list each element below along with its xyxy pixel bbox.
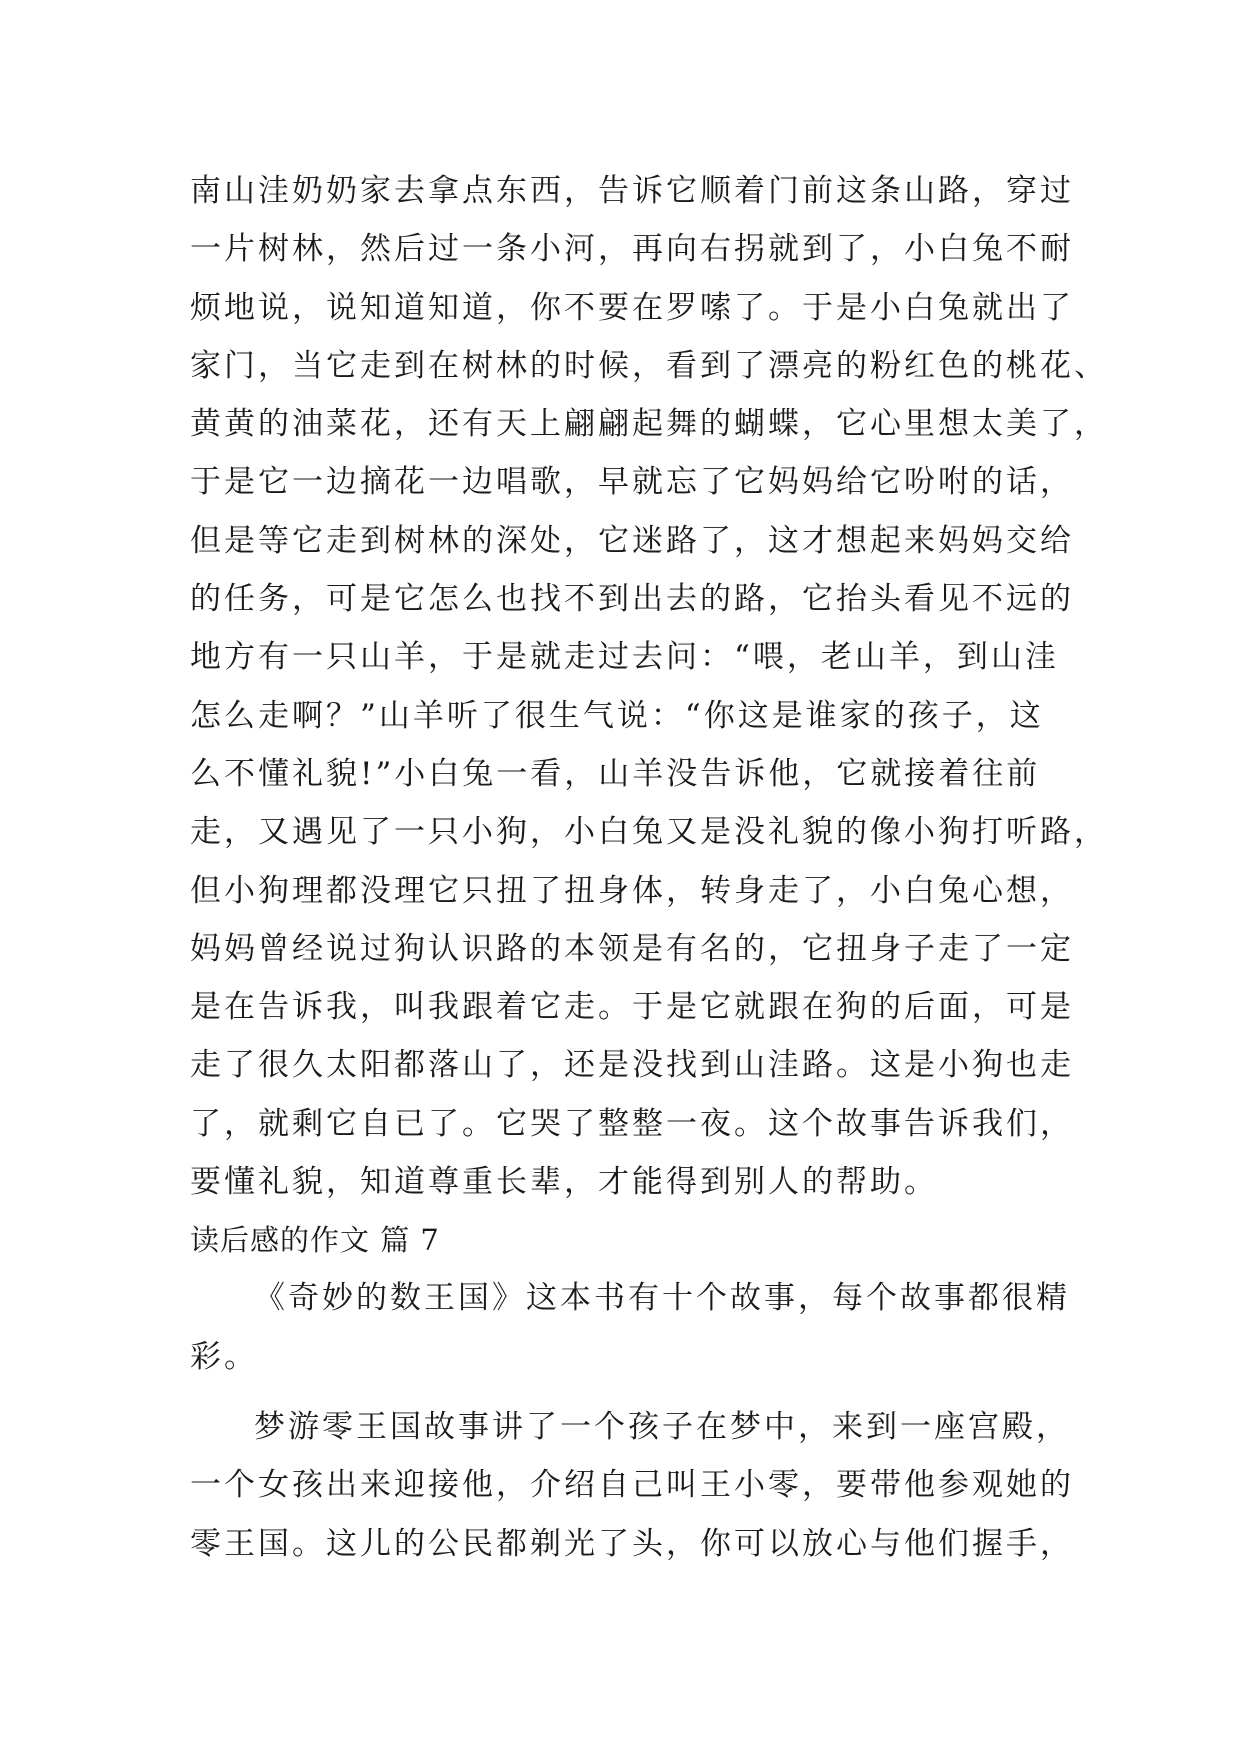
text-line: 是在告诉我，叫我跟着它走。于是它就跟在狗的后面，可是	[190, 989, 1074, 1026]
text-line: 零王国。这儿的公民都剃光了头，你可以放心与他们握手，	[190, 1525, 1074, 1562]
text-line: 彩。	[190, 1338, 258, 1375]
text-line: 但小狗理都没理它只扭了扭身体，转身走了，小白兔心想，	[190, 872, 1074, 909]
text-line: 的任务，可是它怎么也找不到出去的路，它抬头看见不远的	[190, 581, 1074, 618]
paragraph-zero-kingdom	[190, 1398, 1074, 1573]
story-paragraph	[190, 162, 1108, 1211]
section-heading: 读后感的作文 篇 7	[190, 1223, 440, 1258]
text-line: 了，就剩它自已了。它哭了整整一夜。这个故事告诉我们，	[190, 1105, 1074, 1142]
text-line: 但是等它走到树林的深处，它迷路了，这才想起来妈妈交给	[190, 522, 1074, 559]
text-line: 地方有一只山羊，于是就走过去问：“喂，老山羊，到山洼	[190, 639, 1059, 676]
text-line: 梦游零王国故事讲了一个孩子在梦中，来到一座宫殿，	[254, 1408, 1070, 1445]
text-line: 烦地说，说知道知道，你不要在罗嗦了。于是小白兔就出了	[190, 289, 1074, 326]
text-line: 家门，当它走到在树林的时候，看到了漂亮的粉红色的桃花、	[190, 347, 1108, 384]
paragraph-book-intro	[190, 1269, 1070, 1386]
text-line: 《奇妙的数王国》这本书有十个故事，每个故事都很精	[254, 1280, 1070, 1317]
text-line: 南山洼奶奶家去拿点东西，告诉它顺着门前这条山路，穿过	[190, 173, 1074, 209]
text-line: 要懂礼貌，知道尊重长辈，才能得到别人的帮助。	[190, 1164, 938, 1201]
text-line: 黄黄的油菜花，还有天上翩翩起舞的蝴蝶，它心里想太美了，	[190, 406, 1108, 443]
text-line: 一片树林，然后过一条小河，再向右拐就到了，小白兔不耐	[190, 231, 1074, 268]
text-line: 怎么走啊？”山羊听了很生气说：“你这是谁家的孩子，这	[190, 697, 1044, 734]
text-line: 一个女孩出来迎接他，介绍自己叫王小零，要带他参观她的	[190, 1467, 1074, 1504]
text-line: 么不懂礼貌!”小白兔一看，山羊没告诉他，它就接着往前	[190, 755, 1041, 792]
text-line: 走，又遇见了一只小狗，小白兔又是没礼貌的像小狗打听路，	[190, 814, 1108, 851]
text-line: 走了很久太阳都落山了，还是没找到山洼路。这是小狗也走	[190, 1047, 1074, 1084]
text-line: 于是它一边摘花一边唱歌，早就忘了它妈妈给它吩咐的话，	[190, 464, 1074, 501]
text-line: 妈妈曾经说过狗认识路的本领是有名的，它扭身子走了一定	[190, 930, 1074, 967]
document-body	[190, 162, 1108, 1573]
